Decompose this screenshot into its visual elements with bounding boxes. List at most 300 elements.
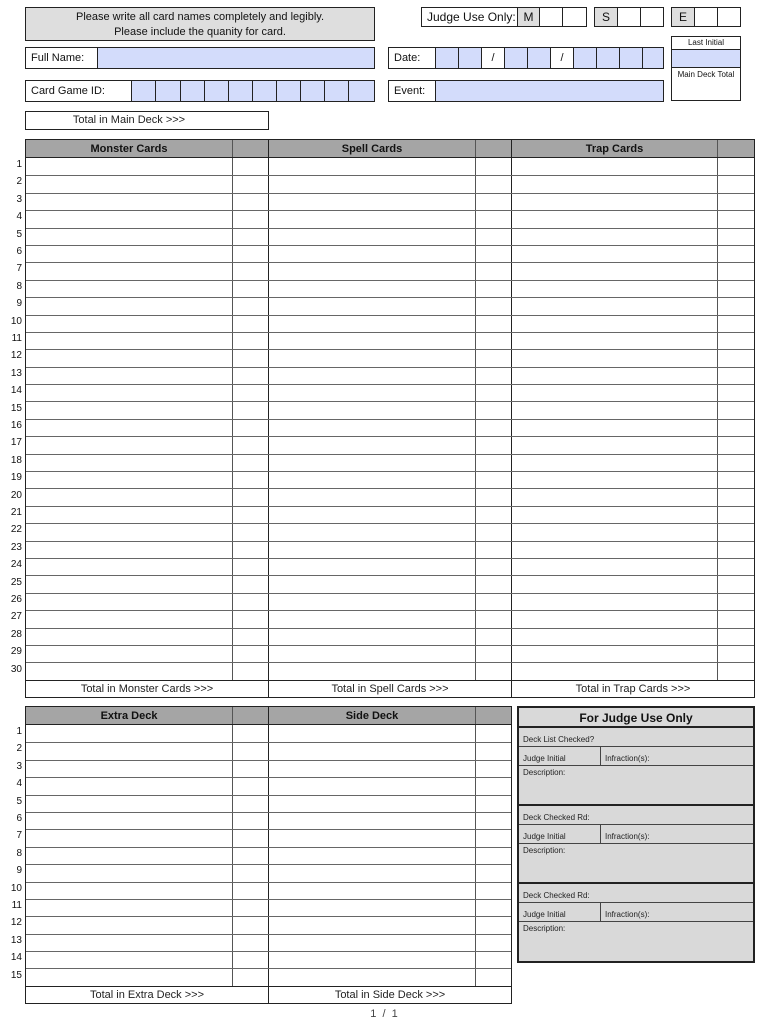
trap-qty-cell[interactable]	[718, 158, 754, 175]
spell-name-cell[interactable]	[269, 281, 476, 297]
spell-qty-cell[interactable]	[476, 542, 512, 558]
side-name-cell[interactable]	[269, 830, 476, 846]
side-name-cell[interactable]	[269, 883, 476, 899]
monster-name-cell[interactable]	[26, 368, 233, 384]
monster-qty-cell[interactable]	[233, 455, 269, 471]
spell-qty-cell[interactable]	[476, 350, 512, 366]
spell-qty-cell[interactable]	[476, 559, 512, 575]
monster-name-cell[interactable]	[26, 211, 233, 227]
spell-name-cell[interactable]	[269, 368, 476, 384]
id-digit-10[interactable]	[348, 81, 374, 101]
extra-name-cell[interactable]	[26, 796, 233, 812]
date-day-1[interactable]	[504, 48, 527, 68]
row-number: 9	[16, 298, 22, 310]
extra-name-cell[interactable]	[26, 865, 233, 881]
judge-e-cell-1[interactable]	[694, 8, 717, 26]
monster-name-cell[interactable]	[26, 437, 233, 453]
trap-name-cell[interactable]	[512, 298, 718, 314]
side-name-cell[interactable]	[269, 917, 476, 933]
trap-name-cell[interactable]	[512, 455, 718, 471]
monster-qty-cell[interactable]	[233, 211, 269, 227]
monster-name-cell[interactable]	[26, 385, 233, 401]
main-deck-row	[26, 175, 754, 192]
monster-qty-cell[interactable]	[233, 559, 269, 575]
monster-name-cell[interactable]	[26, 298, 233, 314]
extra-name-cell[interactable]	[26, 761, 233, 777]
spell-name-cell[interactable]	[269, 420, 476, 436]
judge-initial-field[interactable]: Judge Initial	[519, 825, 601, 843]
monster-name-cell[interactable]	[26, 316, 233, 332]
id-digit-6[interactable]	[252, 81, 276, 101]
spell-qty-cell[interactable]	[476, 455, 512, 471]
monster-name-cell[interactable]	[26, 559, 233, 575]
trap-name-cell[interactable]	[512, 333, 718, 349]
monster-qty-cell[interactable]	[233, 542, 269, 558]
date-month-1[interactable]	[435, 48, 458, 68]
extra-qty-cell[interactable]	[233, 778, 269, 794]
row-number: 27	[10, 611, 22, 623]
row-number: 3	[16, 193, 22, 205]
monster-name-cell[interactable]	[26, 281, 233, 297]
side-name-cell[interactable]	[269, 969, 476, 985]
spell-name-cell[interactable]	[269, 559, 476, 575]
extra-qty-cell[interactable]	[233, 761, 269, 777]
spell-name-cell[interactable]	[269, 158, 476, 175]
extra-qty-cell[interactable]	[233, 725, 269, 742]
extra-name-cell[interactable]	[26, 743, 233, 759]
trap-name-cell[interactable]	[512, 368, 718, 384]
monster-name-cell[interactable]	[26, 333, 233, 349]
side-qty-cell[interactable]	[476, 848, 511, 864]
trap-qty-cell[interactable]	[718, 194, 754, 210]
trap-name-cell[interactable]	[512, 158, 718, 175]
trap-qty-cell[interactable]	[718, 298, 754, 314]
date-year-3[interactable]	[619, 48, 642, 68]
trap-qty-cell[interactable]	[718, 576, 754, 592]
judge-m-cell-1[interactable]	[539, 8, 562, 26]
monster-qty-cell[interactable]	[233, 576, 269, 592]
monster-name-cell[interactable]	[26, 542, 233, 558]
spell-qty-cell[interactable]	[476, 437, 512, 453]
trap-qty-cell[interactable]	[718, 489, 754, 505]
row-number: 6	[16, 246, 22, 257]
spell-name-cell[interactable]	[269, 211, 476, 227]
trap-name-cell[interactable]	[512, 246, 718, 262]
spell-name-cell[interactable]	[269, 646, 476, 662]
spell-name-cell[interactable]	[269, 246, 476, 262]
monster-qty-cell[interactable]	[233, 281, 269, 297]
description-field[interactable]: Description:	[523, 846, 566, 855]
side-name-cell[interactable]	[269, 900, 476, 916]
main-deck-table	[25, 139, 755, 698]
monster-qty-cell[interactable]	[233, 524, 269, 540]
trap-qty-cell[interactable]	[718, 559, 754, 575]
row-number: 29	[10, 646, 22, 658]
monster-qty-cell[interactable]	[233, 350, 269, 366]
monster-qty-cell[interactable]	[233, 629, 269, 645]
full-name-input[interactable]	[97, 48, 374, 68]
side-qty-cell[interactable]	[476, 830, 511, 846]
judge-panel-title: For Judge Use Only	[519, 708, 753, 728]
extra-qty-cell[interactable]	[233, 796, 269, 812]
spell-name-cell[interactable]	[269, 455, 476, 471]
spell-name-cell[interactable]	[269, 176, 476, 192]
monster-qty-cell[interactable]	[233, 646, 269, 662]
spell-qty-cell[interactable]	[476, 576, 512, 592]
trap-name-cell[interactable]	[512, 229, 718, 245]
extra-qty-cell[interactable]	[233, 813, 269, 829]
trap-name-cell[interactable]	[512, 629, 718, 645]
judge-initial-field[interactable]: Judge Initial	[519, 903, 601, 921]
trap-name-cell[interactable]	[512, 507, 718, 523]
trap-qty-cell[interactable]	[718, 455, 754, 471]
trap-name-cell[interactable]	[512, 316, 718, 332]
extra-name-cell[interactable]	[26, 952, 233, 968]
monster-qty-cell[interactable]	[233, 437, 269, 453]
monster-cards-header: Monster Cards	[26, 140, 233, 157]
side-qty-cell[interactable]	[476, 778, 511, 794]
extra-side-table	[25, 706, 512, 1004]
spell-name-cell[interactable]	[269, 316, 476, 332]
trap-qty-cell[interactable]	[718, 229, 754, 245]
trap-name-cell[interactable]	[512, 402, 718, 418]
monster-name-cell[interactable]	[26, 489, 233, 505]
trap-qty-cell[interactable]	[718, 316, 754, 332]
extra-qty-cell[interactable]	[233, 917, 269, 933]
monster-qty-cell[interactable]	[233, 333, 269, 349]
trap-qty-cell[interactable]	[718, 263, 754, 279]
trap-name-cell[interactable]	[512, 559, 718, 575]
monster-qty-cell[interactable]	[233, 158, 269, 175]
extra-qty-cell[interactable]	[233, 848, 269, 864]
id-digit-1[interactable]	[131, 81, 155, 101]
trap-qty-cell[interactable]	[718, 211, 754, 227]
trap-name-cell[interactable]	[512, 524, 718, 540]
monster-qty-cell[interactable]	[233, 472, 269, 488]
side-qty-cell[interactable]	[476, 725, 511, 742]
spell-qty-cell[interactable]	[476, 489, 512, 505]
judge-s-cell-2[interactable]	[640, 8, 663, 26]
row-number: 12	[10, 350, 22, 362]
monster-name-cell[interactable]	[26, 629, 233, 645]
trap-qty-cell[interactable]	[718, 611, 754, 627]
extra-qty-cell[interactable]	[233, 743, 269, 759]
trap-name-cell[interactable]	[512, 646, 718, 662]
monster-qty-cell[interactable]	[233, 229, 269, 245]
id-digit-7[interactable]	[276, 81, 300, 101]
monster-qty-cell[interactable]	[233, 316, 269, 332]
judge-s-cell-1[interactable]	[617, 8, 640, 26]
side-name-cell[interactable]	[269, 796, 476, 812]
monster-name-cell[interactable]	[26, 229, 233, 245]
monster-qty-cell[interactable]	[233, 176, 269, 192]
trap-qty-cell[interactable]	[718, 368, 754, 384]
monster-qty-cell[interactable]	[233, 298, 269, 314]
spell-qty-cell[interactable]	[476, 229, 512, 245]
monster-name-cell[interactable]	[26, 176, 233, 192]
trap-qty-cell[interactable]	[718, 594, 754, 610]
id-digit-3[interactable]	[180, 81, 204, 101]
side-name-cell[interactable]	[269, 761, 476, 777]
spell-name-cell[interactable]	[269, 629, 476, 645]
date-year-1[interactable]	[573, 48, 596, 68]
spell-qty-cell[interactable]	[476, 524, 512, 540]
spell-qty-cell[interactable]	[476, 246, 512, 262]
spell-name-cell[interactable]	[269, 298, 476, 314]
main-deck-row	[26, 367, 754, 384]
monster-name-cell[interactable]	[26, 402, 233, 418]
trap-qty-cell[interactable]	[718, 507, 754, 523]
spell-qty-cell[interactable]	[476, 646, 512, 662]
spell-qty-cell[interactable]	[476, 594, 512, 610]
monster-qty-cell[interactable]	[233, 663, 269, 679]
side-qty-cell[interactable]	[476, 865, 511, 881]
trap-name-cell[interactable]	[512, 437, 718, 453]
spell-qty-cell[interactable]	[476, 385, 512, 401]
row-number: 8	[16, 280, 22, 292]
monster-name-cell[interactable]	[26, 594, 233, 610]
trap-qty-cell[interactable]	[718, 542, 754, 558]
spell-name-cell[interactable]	[269, 524, 476, 540]
trap-qty-cell[interactable]	[718, 350, 754, 366]
spell-qty-cell[interactable]	[476, 281, 512, 297]
spell-name-cell[interactable]	[269, 263, 476, 279]
side-name-cell[interactable]	[269, 725, 476, 742]
side-name-cell[interactable]	[269, 813, 476, 829]
date-year-4[interactable]	[642, 48, 663, 68]
spell-name-cell[interactable]	[269, 542, 476, 558]
side-name-cell[interactable]	[269, 952, 476, 968]
trap-name-cell[interactable]	[512, 594, 718, 610]
spell-name-cell[interactable]	[269, 472, 476, 488]
extra-qty-cell[interactable]	[233, 969, 269, 985]
judge-m-cell-2[interactable]	[562, 8, 586, 26]
trap-qty-cell[interactable]	[718, 333, 754, 349]
monster-name-cell[interactable]	[26, 263, 233, 279]
spell-qty-cell[interactable]	[476, 402, 512, 418]
main-deck-row	[26, 558, 754, 575]
extra-name-cell[interactable]	[26, 725, 233, 742]
monster-name-cell[interactable]	[26, 524, 233, 540]
spell-name-cell[interactable]	[269, 663, 476, 679]
trap-qty-cell[interactable]	[718, 176, 754, 192]
spell-name-cell[interactable]	[269, 385, 476, 401]
side-qty-cell[interactable]	[476, 796, 511, 812]
trap-name-cell[interactable]	[512, 420, 718, 436]
monster-name-cell[interactable]	[26, 194, 233, 210]
last-initial-field[interactable]	[672, 49, 740, 68]
spell-qty-cell[interactable]	[476, 507, 512, 523]
spell-qty-cell[interactable]	[476, 176, 512, 192]
row-number: 25	[10, 576, 22, 588]
id-digit-4[interactable]	[204, 81, 228, 101]
spell-name-cell[interactable]	[269, 350, 476, 366]
total-main-deck-field[interactable]	[232, 112, 268, 129]
side-qty-cell[interactable]	[476, 935, 511, 951]
trap-name-cell[interactable]	[512, 176, 718, 192]
monster-name-cell[interactable]	[26, 576, 233, 592]
trap-qty-cell[interactable]	[718, 246, 754, 262]
spell-qty-cell[interactable]	[476, 211, 512, 227]
extra-name-cell[interactable]	[26, 778, 233, 794]
extra-qty-cell[interactable]	[233, 865, 269, 881]
spell-qty-cell[interactable]	[476, 663, 512, 679]
id-digit-2[interactable]	[155, 81, 180, 101]
spell-name-cell[interactable]	[269, 229, 476, 245]
extra-name-cell[interactable]	[26, 917, 233, 933]
judge-e-cell-2[interactable]	[717, 8, 740, 26]
side-qty-cell[interactable]	[476, 761, 511, 777]
extra-name-cell[interactable]	[26, 830, 233, 846]
monster-qty-cell[interactable]	[233, 489, 269, 505]
spell-qty-cell[interactable]	[476, 316, 512, 332]
extra-qty-cell[interactable]	[233, 830, 269, 846]
spell-name-cell[interactable]	[269, 611, 476, 627]
side-qty-cell[interactable]	[476, 952, 511, 968]
spell-name-cell[interactable]	[269, 333, 476, 349]
row-number: 23	[10, 541, 22, 553]
trap-name-cell[interactable]	[512, 281, 718, 297]
monster-qty-cell[interactable]	[233, 594, 269, 610]
spell-qty-cell[interactable]	[476, 472, 512, 488]
trap-qty-cell[interactable]	[718, 663, 754, 679]
monster-name-cell[interactable]	[26, 611, 233, 627]
monster-name-cell[interactable]	[26, 420, 233, 436]
date-day-2[interactable]	[527, 48, 550, 68]
side-name-cell[interactable]	[269, 865, 476, 881]
extra-name-cell[interactable]	[26, 969, 233, 985]
side-qty-cell[interactable]	[476, 813, 511, 829]
trap-name-cell[interactable]	[512, 194, 718, 210]
side-name-cell[interactable]	[269, 778, 476, 794]
trap-name-cell[interactable]	[512, 350, 718, 366]
infractions-field[interactable]: Infraction(s):	[605, 910, 650, 919]
extra-name-cell[interactable]	[26, 935, 233, 951]
trap-qty-cell[interactable]	[718, 629, 754, 645]
trap-name-cell[interactable]	[512, 263, 718, 279]
spell-qty-cell[interactable]	[476, 629, 512, 645]
date-month-2[interactable]	[458, 48, 481, 68]
trap-qty-cell[interactable]	[718, 402, 754, 418]
side-name-cell[interactable]	[269, 848, 476, 864]
spell-qty-cell[interactable]	[476, 194, 512, 210]
spell-qty-cell[interactable]	[476, 333, 512, 349]
monster-name-cell[interactable]	[26, 455, 233, 471]
trap-name-cell[interactable]	[512, 385, 718, 401]
main-deck-row	[26, 245, 754, 262]
spell-name-cell[interactable]	[269, 594, 476, 610]
spell-qty-cell[interactable]	[476, 263, 512, 279]
infractions-field[interactable]: Infraction(s):	[605, 754, 650, 763]
extra-name-cell[interactable]	[26, 813, 233, 829]
date-label: Date:	[394, 52, 421, 64]
event-input[interactable]	[435, 81, 663, 101]
spell-name-cell[interactable]	[269, 507, 476, 523]
trap-name-cell[interactable]	[512, 472, 718, 488]
id-digit-9[interactable]	[324, 81, 348, 101]
spell-name-cell[interactable]	[269, 402, 476, 418]
extra-qty-cell[interactable]	[233, 952, 269, 968]
monster-qty-cell[interactable]	[233, 402, 269, 418]
monster-name-cell[interactable]	[26, 507, 233, 523]
description-field[interactable]: Description:	[523, 924, 566, 933]
monster-qty-cell[interactable]	[233, 246, 269, 262]
spell-qty-cell[interactable]	[476, 158, 512, 175]
main-deck-row	[26, 506, 754, 523]
spell-name-cell[interactable]	[269, 437, 476, 453]
monster-name-cell[interactable]	[26, 663, 233, 679]
trap-name-cell[interactable]	[512, 611, 718, 627]
spell-qty-cell[interactable]	[476, 368, 512, 384]
side-qty-cell[interactable]	[476, 900, 511, 916]
monster-name-cell[interactable]	[26, 350, 233, 366]
trap-qty-cell[interactable]	[718, 646, 754, 662]
trap-qty-cell[interactable]	[718, 385, 754, 401]
extra-qty-cell[interactable]	[233, 883, 269, 899]
monster-qty-cell[interactable]	[233, 194, 269, 210]
side-qty-cell[interactable]	[476, 969, 511, 985]
spell-name-cell[interactable]	[269, 489, 476, 505]
extra-deck-row	[26, 725, 511, 742]
row-number: 13	[10, 367, 22, 379]
description-field[interactable]: Description:	[523, 768, 566, 777]
monster-qty-cell[interactable]	[233, 420, 269, 436]
spell-qty-cell[interactable]	[476, 420, 512, 436]
trap-name-cell[interactable]	[512, 576, 718, 592]
trap-qty-cell[interactable]	[718, 281, 754, 297]
side-name-cell[interactable]	[269, 743, 476, 759]
spell-name-cell[interactable]	[269, 576, 476, 592]
trap-qty-cell[interactable]	[718, 472, 754, 488]
total-side-label: Total in Side Deck >>>	[334, 989, 446, 1001]
trap-name-cell[interactable]	[512, 542, 718, 558]
trap-name-cell[interactable]	[512, 489, 718, 505]
side-qty-cell[interactable]	[476, 917, 511, 933]
id-digit-8[interactable]	[300, 81, 324, 101]
trap-name-cell[interactable]	[512, 211, 718, 227]
side-qty-cell[interactable]	[476, 883, 511, 899]
monster-qty-cell[interactable]	[233, 507, 269, 523]
id-digit-5[interactable]	[228, 81, 252, 101]
infractions-field[interactable]: Infraction(s):	[605, 832, 650, 841]
monster-name-cell[interactable]	[26, 472, 233, 488]
extra-name-cell[interactable]	[26, 900, 233, 916]
trap-qty-cell[interactable]	[718, 437, 754, 453]
extra-qty-cell[interactable]	[233, 900, 269, 916]
spell-qty-cell[interactable]	[476, 611, 512, 627]
date-year-2[interactable]	[596, 48, 619, 68]
spell-name-cell[interactable]	[269, 194, 476, 210]
monster-qty-cell[interactable]	[233, 263, 269, 279]
extra-name-cell[interactable]	[26, 848, 233, 864]
monster-qty-cell[interactable]	[233, 611, 269, 627]
spell-qty-cell[interactable]	[476, 298, 512, 314]
trap-name-cell[interactable]	[512, 663, 718, 679]
extra-qty-cell[interactable]	[233, 935, 269, 951]
monster-name-cell[interactable]	[26, 158, 233, 175]
extra-name-cell[interactable]	[26, 883, 233, 899]
monster-qty-cell[interactable]	[233, 385, 269, 401]
side-qty-cell[interactable]	[476, 743, 511, 759]
trap-qty-cell[interactable]	[718, 420, 754, 436]
event-row	[388, 80, 664, 102]
monster-name-cell[interactable]	[26, 646, 233, 662]
monster-name-cell[interactable]	[26, 246, 233, 262]
side-name-cell[interactable]	[269, 935, 476, 951]
monster-qty-cell[interactable]	[233, 368, 269, 384]
judge-initial-field[interactable]: Judge Initial	[519, 747, 601, 765]
trap-qty-cell[interactable]	[718, 524, 754, 540]
